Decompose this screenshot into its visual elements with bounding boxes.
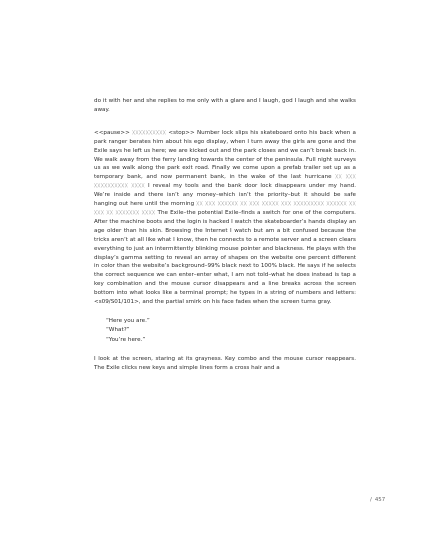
dialogue-line: “Here you are.”: [106, 317, 150, 324]
paragraph-2-text-b: I reveal my tools and the bank door lock disappears under my hand. We’re inside and there isn’t any money–which isn’t the priority–but it should be safe hanging out here until the morning: [94, 183, 357, 208]
paragraph-3: I look at the screen, staring at its grayness. Key combo and the mouse cursor reappears. The Exile clicks new keys and simple lines form a cross hair and a: [94, 356, 356, 372]
folio-slash: /: [370, 497, 372, 503]
dialogue-line: “What?”: [106, 327, 130, 334]
page-folio: [370, 497, 385, 503]
paragraph-2-text-a: <stop>> Number lock slips his skateboard onto his back when a park ranger berates him about his ego display, when I turn away the girls are gone and the Exile says he left us here; we are kicked out and the park closes and we can’t break back in. We walk away from the ferry landing towards the center of the peninsula. Full night surveys us as we walk along the park exit road. Finally we come upon a prefab trailer set up as a temporary bank, and now permanent bank, in the wake of the last hurricane: [94, 129, 356, 181]
paragraph-2: [94, 129, 356, 307]
redacted-glyphs: ᚷᚷ ᚷᚷᚷ ᚷᚷᚷᚷᚷᚷᚷᚷᚷᚷ ᚷᚷᚷᚷ: [94, 174, 356, 190]
body-text: [94, 97, 356, 373]
paragraph-1: do it with her and she replies to me only with a glare and I laugh, god I laugh and she walks away.: [94, 98, 356, 113]
dialogue-line: “You’re here.”: [106, 336, 146, 343]
dialogue-block: [94, 317, 356, 345]
page-number: 457: [374, 497, 386, 503]
pause-tag: <<pause>>: [94, 129, 133, 136]
redacted-glyphs: ᚷᚷᚷᚷᚷᚷᚷᚷᚷᚷ: [132, 129, 167, 136]
paragraph-2-text-c: The Exile–the potential Exile–finds a switch for one of the computers. After the machine boots and the login is hacked I watch the skateboarder’s hands display an age older than his skin. Browsing the Internet I watch but am a bit confused because the tricks aren’t at all like what I know, then he connects to a remote server and a screen clears everything to just an intermittently blinking mouse pointer and blackness. He plays with the display’s gamma setting to reveal an array of shapes on the website one percent different in color than the website’s background–99% black next to 100% black. He says if he selects the correct sequence we can enter–enter what, I am not told–what he does instead is tap a key combination and the mouse cursor disappears and a line breaks across the screen bottom into what looks like a terminal prompt; he types in a string of numbers and letters: <s09/S01/101>, and the partial smirk on his face fades when the screen turns gray.: [94, 209, 356, 306]
redacted-glyphs: ᚷᚷ ᚷᚷᚷ ᚷᚷᚷᚷᚷᚷ ᚷᚷ ᚷᚷᚷ ᚷᚷᚷᚷᚷ ᚷᚷᚷ ᚷᚷᚷᚷᚷᚷᚷᚷᚷ ᚷᚷᚷᚷᚷᚷ ᚷᚷ ᚷᚷᚷ ᚷᚷ ᚷᚷᚷᚷᚷᚷᚷ ᚷᚷᚷᚷ: [94, 201, 356, 216]
